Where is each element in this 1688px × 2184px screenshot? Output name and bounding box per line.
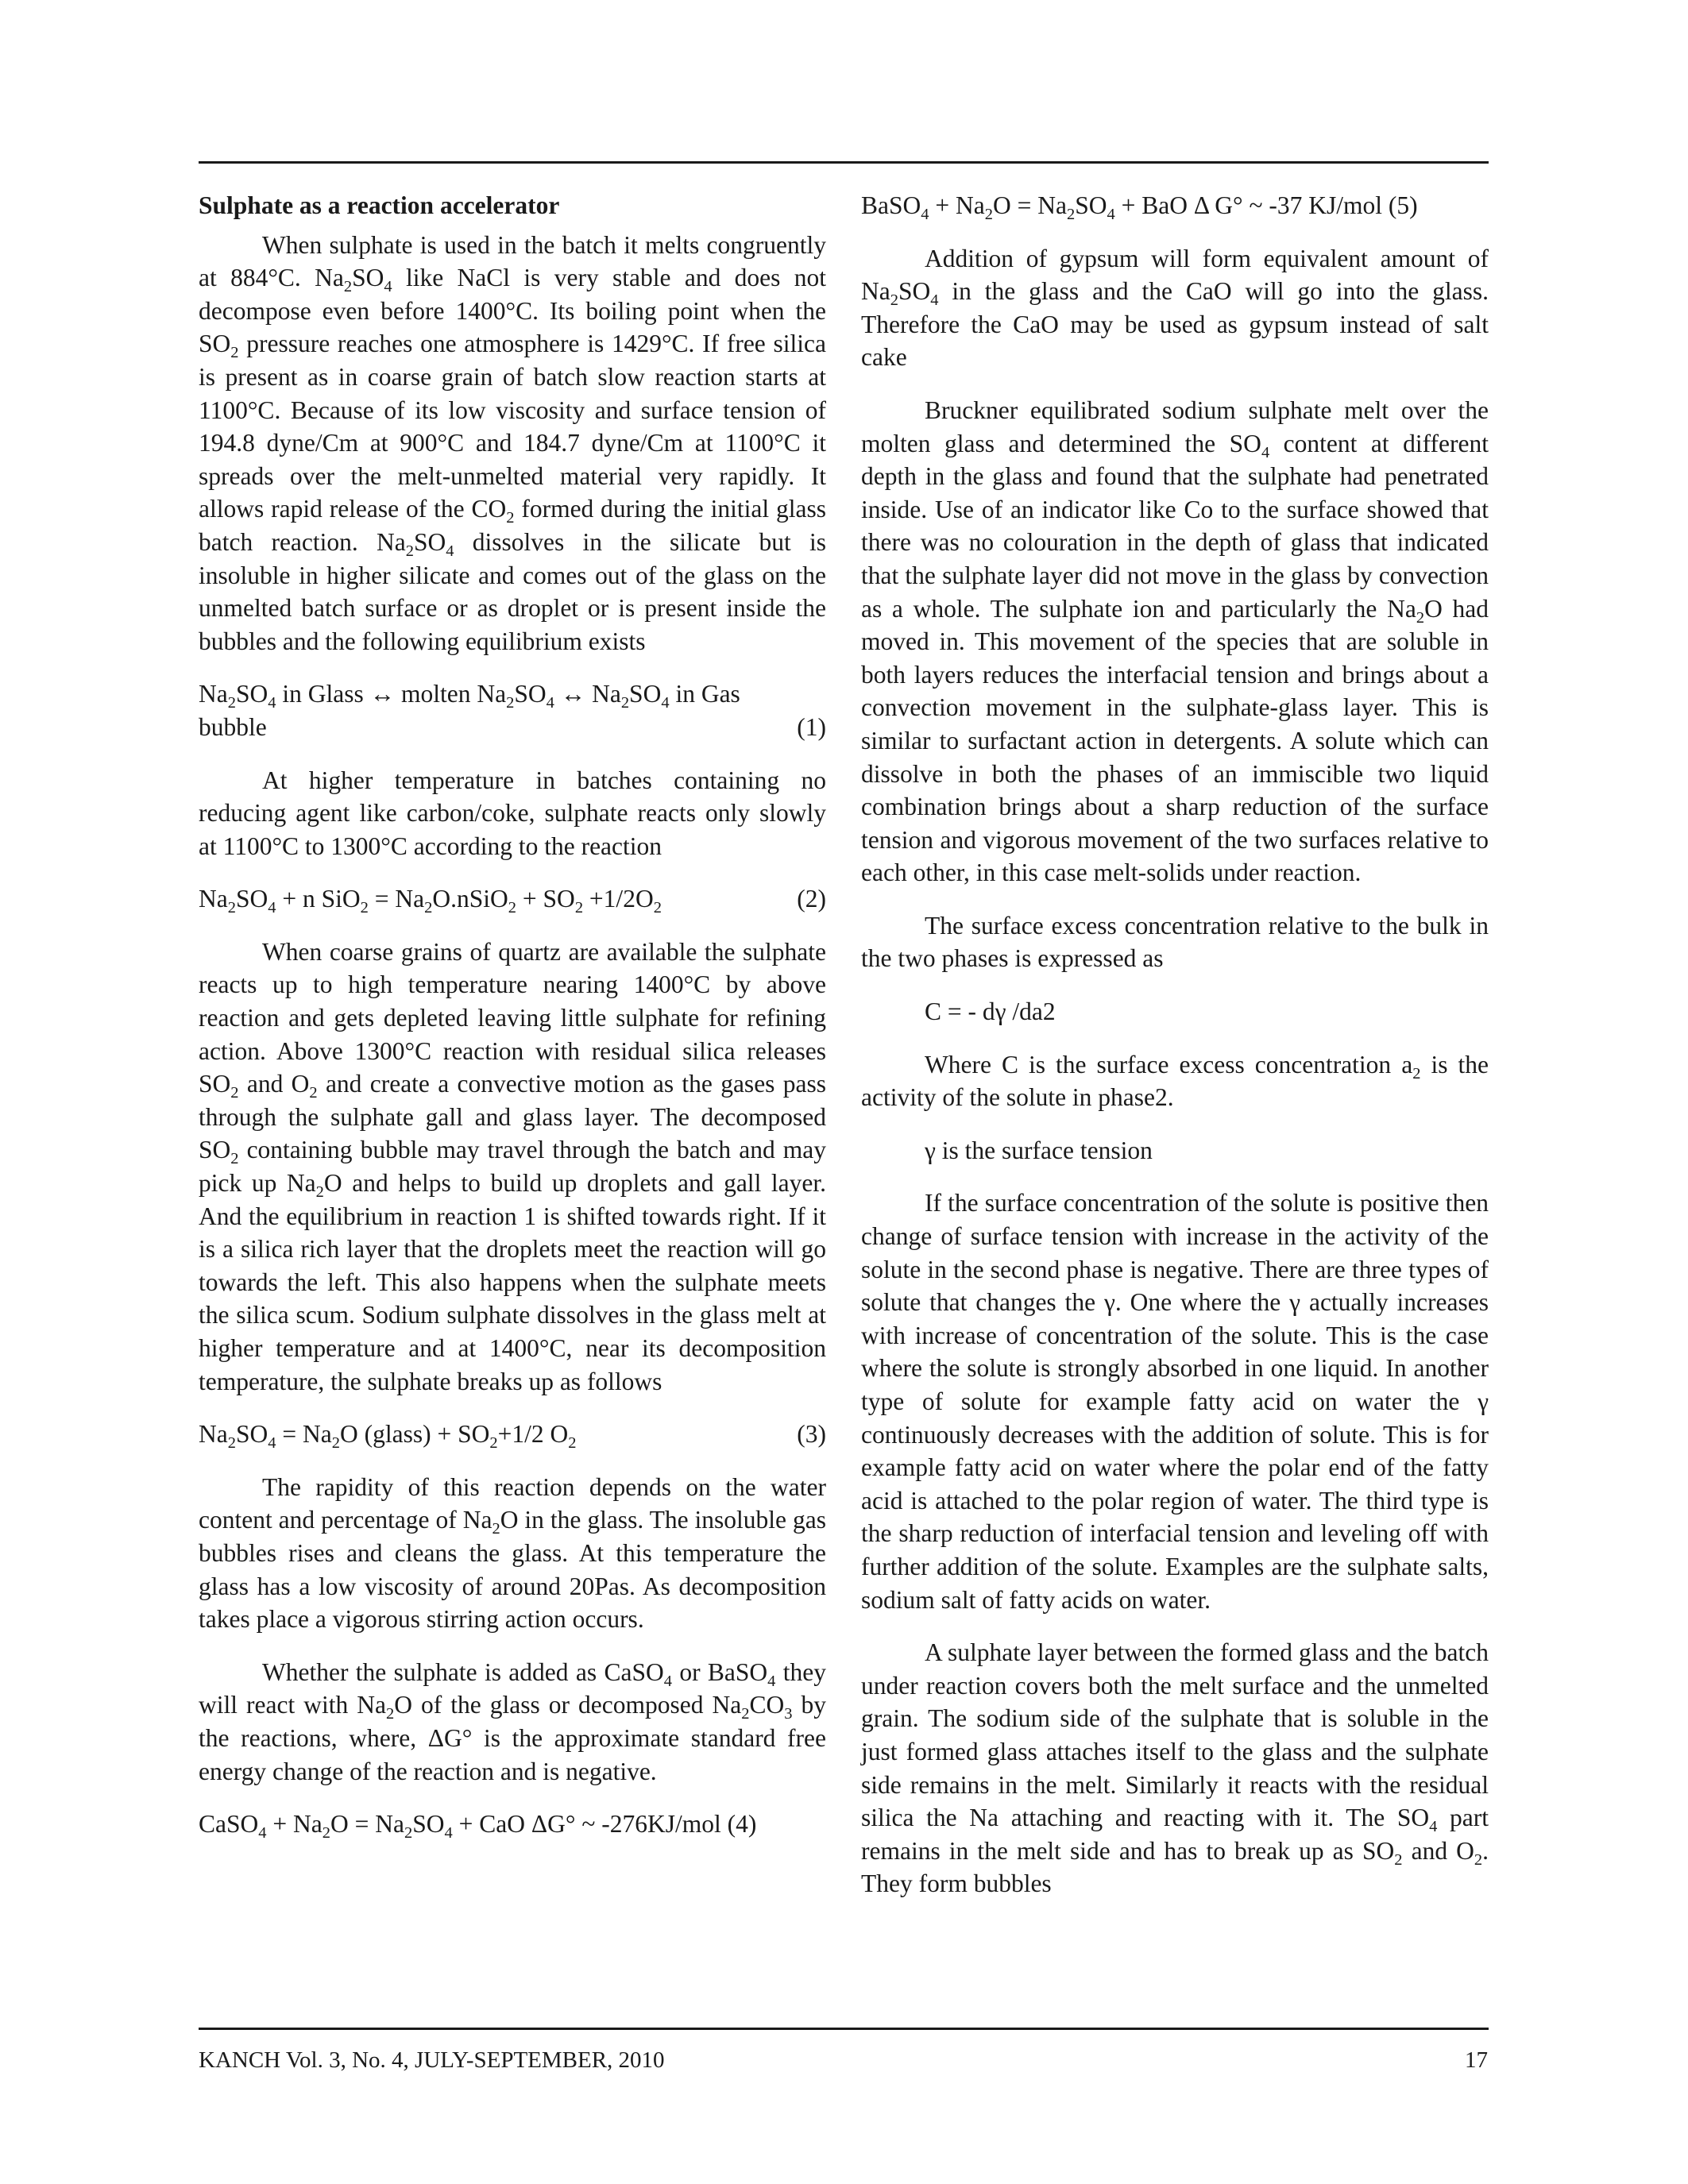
paragraph: Addition of gypsum will form equivalent amount of $Na_2SO_4$ in the glass and the CaO will go into the glass. Therefore the CaO may be used as gypsum instead of salt cake	[861, 244, 1489, 372]
paragraph: The rapidity of this reaction depends on the water content and percentage of $Na_2O$ in the glass. The insoluble gas bubbles rises and cleans the glass. At this temperature the glass has a low viscosity of around 20Pas. As decomposition takes place a vigorous stirring action occurs.	[199, 1472, 826, 1634]
paragraph: At higher temperature in batches containing no reducing agent like carbon/coke, sulphate reacts only slowly at 1100°C to 1300°C according to the reaction	[199, 766, 826, 860]
section-heading: Sulphate as a reaction accelerator	[199, 191, 560, 219]
formula: C = - dγ /da2	[925, 997, 1056, 1026]
paragraph: The surface excess concentration relative to the bulk in the two phases is expressed as	[861, 911, 1489, 973]
paragraph: Bruckner equilibrated sodium sulphate melt over the molten glass and determined the $SO_4$ content at different depth in the glass and found that the sulphate had penetrated inside. Use of an indicator like Co to the surface showed that there was no colouration in the depth of glass that indicated that the sulphate layer did not move in the glass by convection as a whole. The sulphate ion and particularly the $Na_2O$ had moved in. This movement of the species that are soluble in both layers reduces the interfacial tension and brings about a convection movement in the sulphate-glass layer. This is similar to surfactant action in detergents. A solute which can dissolve in both the phases of an immiscible two liquid combination brings about a sharp reduction of the surface tension and vigorous movement of the two surfaces relative to each other, in this case melt-solids under reaction.	[861, 396, 1489, 887]
left-column	[199, 189, 826, 1861]
equation-4: CaSO$_4$ + $Na_2O = Na_2SO_4$ + CaO ΔG° ~ -276KJ/mol (4)	[199, 1810, 757, 1843]
paragraph: Where C is the surface excess concentration $a_2$ is the activity of the solute in phase2.	[861, 1050, 1489, 1112]
equation-2	[199, 882, 826, 916]
journal-citation: KANCH Vol. 3, No. 4, JULY-SEPTEMBER, 2010	[199, 2047, 665, 2073]
equation-number: (2)	[797, 885, 826, 913]
right-column	[861, 189, 1489, 1920]
equation-number: (1)	[797, 712, 826, 741]
header-rule	[199, 161, 1489, 164]
paragraph: A sulphate layer between the formed glass and the batch under reaction covers both the melt surface and the unmelted grain. The sodium side of the sulphate that is soluble in the just formed glass attaches itself to the glass and the sulphate side remains in the melt. Similarly it reacts with the residual silica the Na attaching and reacting with it. The $SO_4$ part remains in the melt side and has to break up as $SO_2$ and $O_2$. They form bubbles	[861, 1638, 1489, 1898]
paragraph: When coarse grains of quartz are available the sulphate reacts up to high temperature nearing 1400°C by above reaction and gets depleted leaving little sulphate for refining action. Above 1300°C reaction with residual silica releases $SO_2$ and $O_2$ and create a convective motion as the gases pass through the sulphate gall and glass layer. The decomposed $SO_2$ containing bubble may travel through the batch and may pick up $Na_2O$ and helps to build up droplets and gall layer. And the equilibrium in reaction 1 is shifted towards right. If it is a silica rich layer that the droplets meet the reaction will go towards the left. This also happens when the sulphate meets the silica scum. Sodium sulphate dissolves in the glass melt at higher temperature and at 1400°C, near its decomposition temperature, the sulphate breaks up as follows	[199, 937, 827, 1395]
paragraph: Whether the sulphate is added as CaSO$_4$ or BaSO$_4$ they will react with $Na_2O$ of the glass or decomposed $Na_2CO_3$ by the reactions, where, ΔG° is the approximate standard free energy change of the reaction and is negative.	[199, 1657, 827, 1785]
equation-text: $Na_2SO_4 = Na_2O$ (glass) + $SO_2+1/2$ $O_2$	[199, 1420, 577, 1453]
equation-number: (3)	[797, 1420, 826, 1449]
paragraph: γ is the surface tension	[925, 1136, 1153, 1164]
footer-rule	[199, 2028, 1489, 2030]
equation-1	[199, 677, 826, 743]
equation-text: $Na_2SO_4$ in Glass ↔ molten $Na_2SO_4$ ↔ $Na_2SO_4$ in Gas bubble	[199, 680, 740, 741]
paragraph: When sulphate is used in the batch it melts congruently at 884°C. $Na_2SO_4$ like NaCl is very stable and does not decompose even before 1400°C. Its boiling point when the $SO_2$ pressure reaches one atmosphere is 1429°C. If free silica is present as in coarse grain of batch slow reaction starts at 1100°C. Because of its low viscosity and surface tension of 194.8 dyne/Cm at 900°C and 184.7 dyne/Cm at 1100°C it spreads over the melt-unmelted material very rapidly. It allows rapid release of the $CO_2$ formed during the initial glass batch reaction. $Na_2SO_4$ dissolves in the silicate but is insoluble in higher silicate and comes out of the glass on the unmelted batch surface or as droplet or is present inside the bubbles and the following equilibrium exists	[199, 230, 826, 655]
equation-text: $Na_2SO_4 + n$ $SiO_2 = Na_2O.nSiO_2 + SO_2 +1/2O_2$	[199, 885, 662, 917]
page-number: 17	[1465, 2047, 1488, 2073]
paragraph: If the surface concentration of the solute is positive then change of surface tension with increase in the activity of the solute in the second phase is negative. There are three types of solute that changes the γ. One where the γ actually increases with increase of concentration of the solute. This is the case where the solute is strongly absorbed in one liquid. In another type of solute for example fatty acid on water the γ continuously decreases with the addition of solute. This is for example fatty acid on water where the polar end of the fatty acid is attached to the polar region of water. The third type is the sharp reduction of interfacial tension and leveling off with further addition of the solute. Examples are the sulphate salts, sodium salt of fatty acids on water.	[861, 1189, 1489, 1614]
equation-5: BaSO$_4$ + $Na_2O = Na_2SO_4$ + BaO Δ G° ~ -37 KJ/mol (5)	[861, 191, 1418, 224]
equation-3	[199, 1418, 826, 1451]
